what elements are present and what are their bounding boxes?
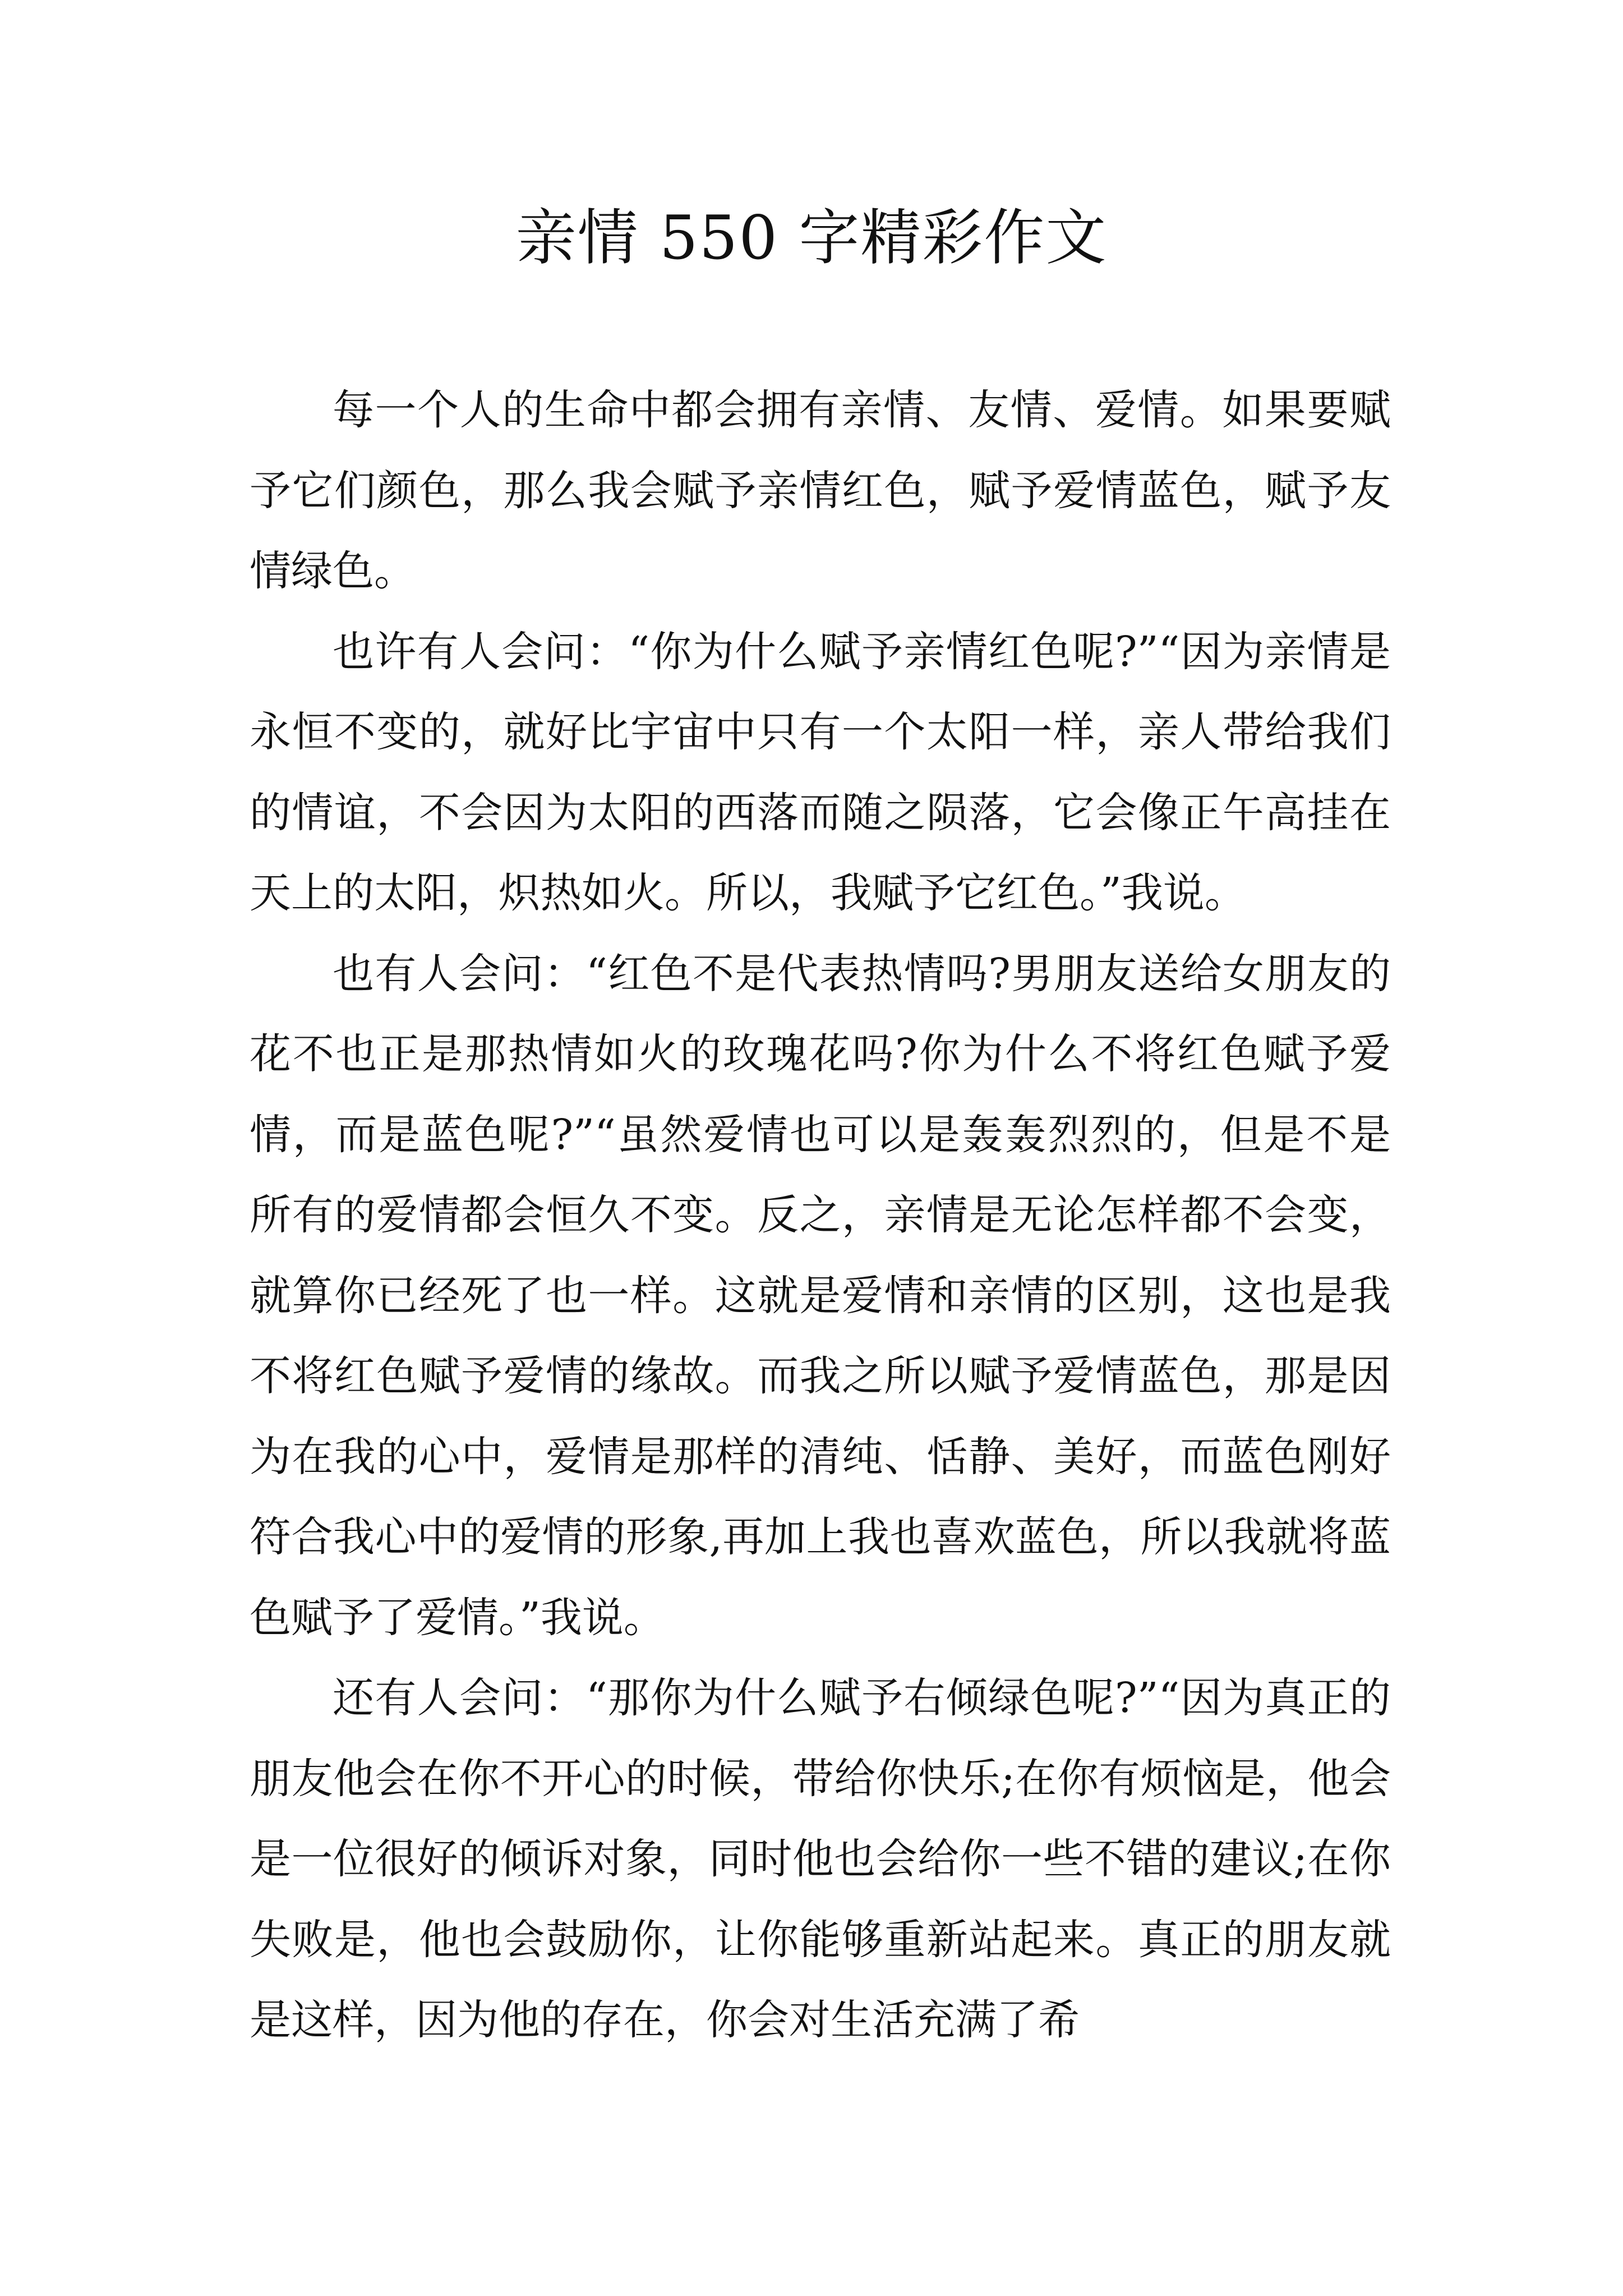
document-title: 亲情 550 字精彩作文	[515, 203, 1108, 273]
paragraph: 也许有人会问：“你为什么赋予亲情红色呢?”“因为亲情是永恒不变的，就好比宇宙中只有一个太阳一样，亲人带给我们的情谊，不会因为太阳的西落而随之陨落，它会像正午高挂在天上的太阳，炽热如火。所以，我赋予它红色。”我说。	[250, 627, 1391, 917]
paragraph: 每一个人的生命中都会拥有亲情、友情、爱情。如果要赋予它们颜色，那么我会赋予亲情红色，赋予爱情蓝色，赋予友情绿色。	[250, 386, 1391, 595]
document-body	[250, 370, 1391, 2061]
paragraph: 还有人会问：“那你为什么赋予右倾绿色呢?”“因为真正的朋友他会在你不开心的时候，带给你快乐;在你有烦恼是，他会是一位很好的倾诉对象，同时他也会给你一些不错的建议;在你失败是，他也会鼓励你，让你能够重新站起来。真正的朋友就是这样，因为他的存在，你会对生活充满了希	[250, 1674, 1391, 2044]
paragraph: 也有人会问：“红色不是代表热情吗?男朋友送给女朋友的花不也正是那热情如火的玫瑰花吗?你为什么不将红色赋予爱情，而是蓝色呢?”“虽然爱情也可以是轰轰烈烈的，但是不是所有的爱情都会恒久不变。反之，亲情是无论怎样都不会变，就算你已经死了也一样。这就是爱情和亲情的区别，这也是我不将红色赋予爱情的缘故。而我之所以赋予爱情蓝色，那是因为在我的心中，爱情是那样的清纯、恬静、美好，而蓝色刚好符合我心中的爱情的形象,再加上我也喜欢蓝色，所以我就将蓝色赋予了爱情。”我说。	[250, 949, 1391, 1642]
